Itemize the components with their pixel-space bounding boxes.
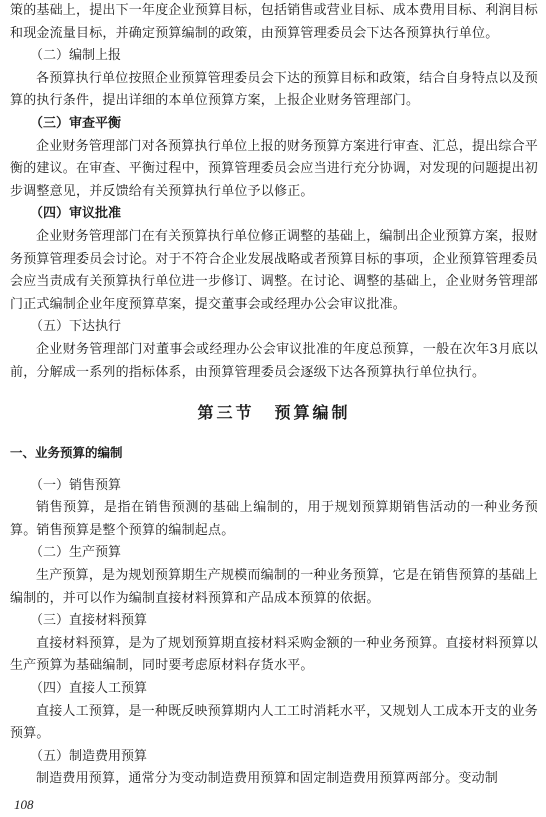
section-title xyxy=(10,402,538,424)
budget-text-overhead: 制造费用预算，通常分为变动制造费用预算和固定制造费用预算两部分。变动制 xyxy=(36,771,499,787)
step-text-approve: 企业财务管理部门在有关预算执行单位修正调整的基础上，编制出企业预算方案，报财务预算管理委员会讨论。对于不符合企业发展战略或者预算目标的事项，企业预算管理委员会应当责成有关预算执行单位进一步修订、调整。在讨论、调整的基础上，企业财务管理部门正式编制企业年度预算草案，提交董事会或经理办公会审议批准。 xyxy=(10,228,539,312)
heading-business-budget: 一、业务预算的编制 xyxy=(10,445,123,461)
step-text-execute: 企业财务管理部门对董事会或经理办公会审议批准的年度总预算，一般在次年3月底以前，分解成一系列的指标体系，由预算管理委员会逐级下达各预算执行单位执行。 xyxy=(10,341,538,380)
paragraph-continued: 策的基础上，提出下一年度企业预算目标，包括销售或营业目标、成本费用目标、利润目标和现金流量目标，并确定预算编制的政策，由预算管理委员会下达各预算执行单位。 xyxy=(10,3,539,41)
budget-heading-material: （三）直接材料预算 xyxy=(30,613,148,629)
page-number: 108 xyxy=(14,797,34,812)
document-page xyxy=(10,0,538,791)
budget-text-production: 生产预算，是为规划预算期生产规模而编制的一种业务预算，它是在销售预算的基础上编制的，并可以作为编制直接材料预算和产品成本预算的依据。 xyxy=(10,568,538,606)
budget-text-labor: 直接人工预算，是一种既反映预算期内人工工时消耗水平，又规划人工成本开支的业务预算。 xyxy=(10,703,538,742)
step-heading-approve: （四）审议批准 xyxy=(30,206,122,222)
budget-heading-overhead: （五）制造费用预算 xyxy=(30,748,148,764)
step-heading-review: （三）审查平衡 xyxy=(30,115,122,131)
section-name: 预算编制 xyxy=(274,403,351,423)
budget-heading-production: （二）生产预算 xyxy=(30,545,122,561)
step-text-review: 企业财务管理部门对各预算执行单位上报的财务预算方案进行审查、汇总，提出综合平衡的建议。在审查、平衡过程中，预算管理委员会应当进行充分协调，对发现的问题提出初步调整意见，并反馈给有关预算执行单位予以修正。 xyxy=(10,138,539,199)
step-heading-report: （二）编制上报 xyxy=(30,48,122,64)
budget-heading-sales: （一）销售预算 xyxy=(30,477,122,493)
step-heading-execute: （五）下达执行 xyxy=(30,319,122,335)
section-label: 第三节 xyxy=(197,403,255,423)
step-text-report: 各预算执行单位按照企业预算管理委员会下达的预算目标和政策，结合自身特点以及预算的执行条件，提出详细的本单位预算方案，上报企业财务管理部门。 xyxy=(10,70,538,109)
budget-text-sales: 销售预算，是指在销售预测的基础上编制的，用于规划预算期销售活动的一种业务预算。销售预算是整个预算的编制起点。 xyxy=(10,500,538,538)
budget-heading-labor: （四）直接人工预算 xyxy=(30,681,148,697)
budget-text-material: 直接材料预算，是为了规划预算期直接材料采购金额的一种业务预算。直接材料预算以生产预算为基础编制，同时要考虑原材料存货水平。 xyxy=(10,635,538,674)
